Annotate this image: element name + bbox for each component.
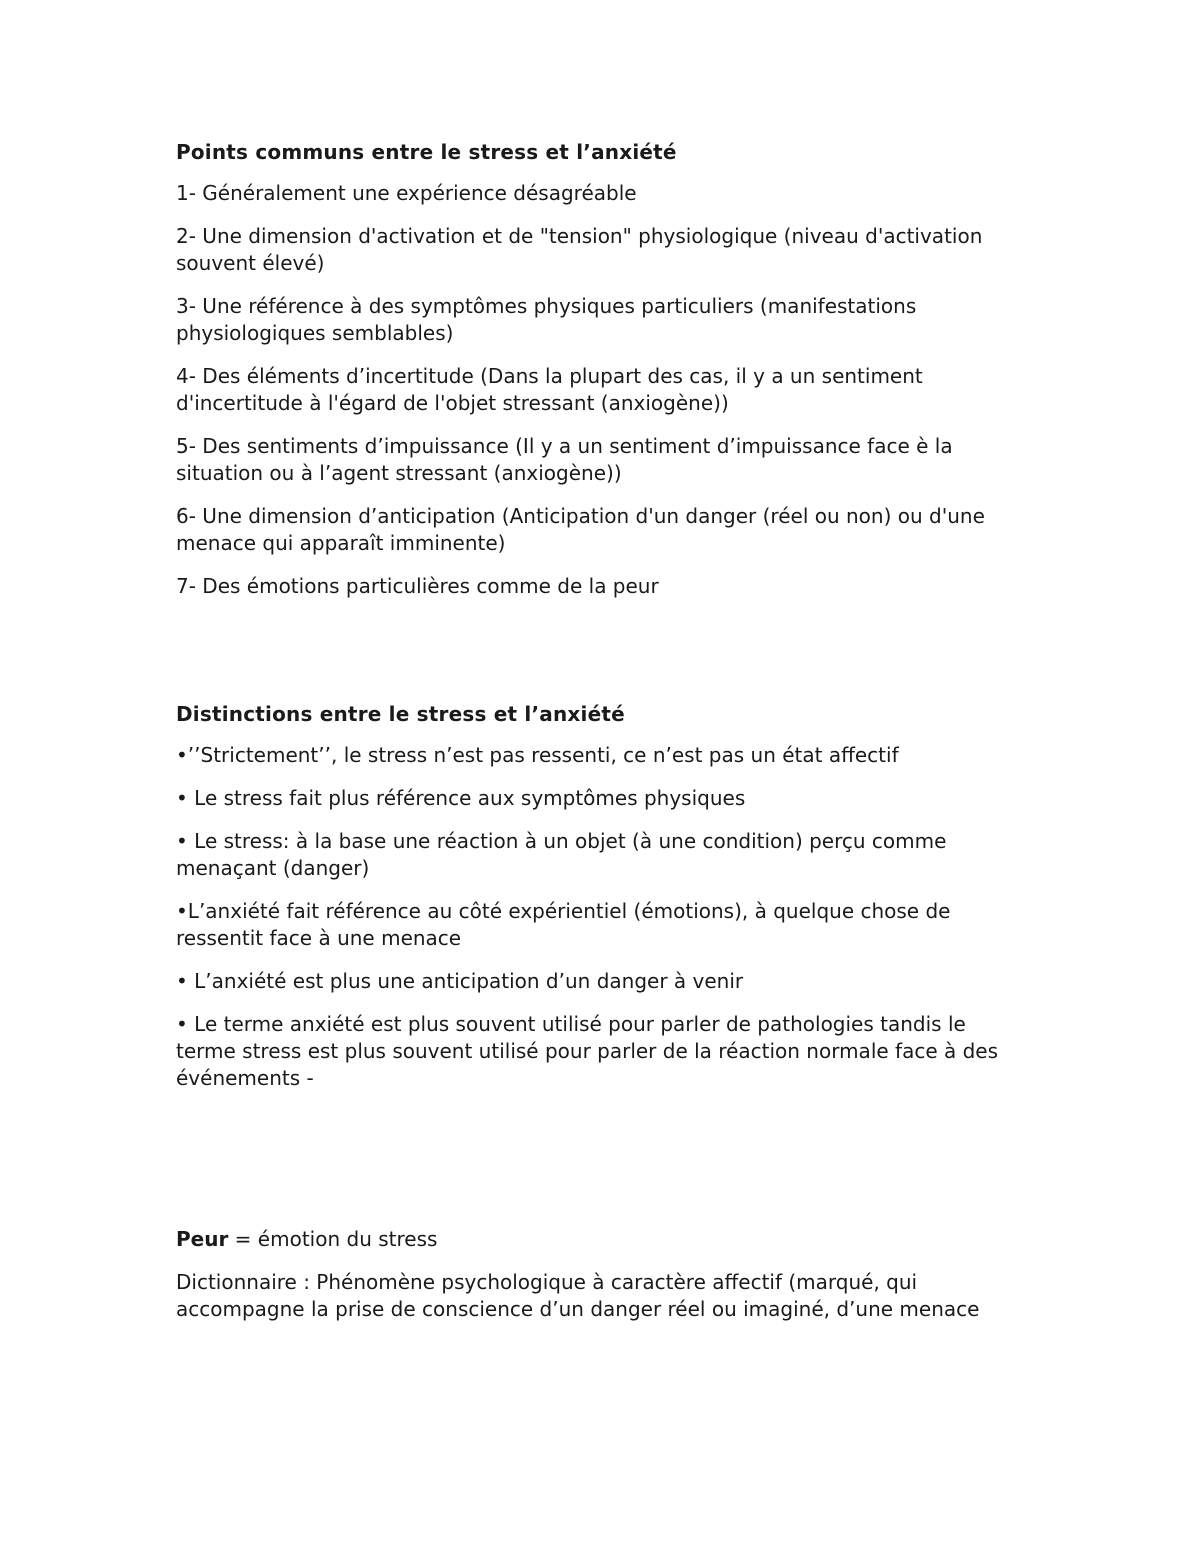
section-title-distinctions: Distinctions entre le stress et l’anxiété	[176, 702, 625, 726]
bullet-item: • Le stress fait plus référence aux symptômes physiques	[176, 786, 746, 810]
document-page	[176, 138, 1026, 1339]
list-item: 6- Une dimension d’anticipation (Anticipation d'un danger (réel ou non) ou d'une menace qui apparaît imminente)	[176, 504, 985, 555]
bullet-item: •L’anxiété fait référence au côté expérientiel (émotions), à quelque chose de ressentit face à une menace	[176, 899, 951, 950]
list-item: 2- Une dimension d'activation et de "tension" physiologique (niveau d'activation souvent élevé)	[176, 224, 983, 275]
bullet-item: • L’anxiété est plus une anticipation d’un danger à venir	[176, 969, 744, 993]
section-distinctions	[176, 700, 1026, 1092]
section-common-points	[176, 138, 1026, 600]
list-item: 1- Généralement une expérience désagréable	[176, 181, 637, 205]
bullet-item: •’’Strictement’’, le stress n’est pas ressenti, ce n’est pas un état affectif	[176, 743, 899, 767]
fear-term: Peur	[176, 1227, 229, 1251]
dictionary-definition: Dictionnaire : Phénomène psychologique à caractère affectif (marqué, qui accompagne la prise de conscience d’un danger réel ou imaginé, d’une menace	[176, 1270, 980, 1321]
fear-inline-definition: = émotion du stress	[228, 1227, 438, 1251]
section-fear	[176, 1226, 1026, 1323]
list-item: 4- Des éléments d’incertitude (Dans la plupart des cas, il y a un sentiment d'incertitude à l'égard de l'objet stressant (anxiogène))	[176, 364, 923, 415]
section-title-common-points: Points communs entre le stress et l’anxiété	[176, 140, 677, 164]
list-item: 5- Des sentiments d’impuissance (Il y a un sentiment d’impuissance face è la situation ou à l’agent stressant (anxiogène))	[176, 434, 953, 485]
bullet-item: • Le terme anxiété est plus souvent utilisé pour parler de pathologies tandis le terme stress est plus souvent utilisé pour parler de la réaction normale face à des événements -	[176, 1012, 999, 1090]
list-item: 3- Une référence à des symptômes physiques particuliers (manifestations physiologiques semblables)	[176, 294, 917, 345]
list-item: 7- Des émotions particulières comme de la peur	[176, 574, 659, 598]
fear-definition-line	[176, 1226, 1026, 1253]
bullet-item: • Le stress: à la base une réaction à un objet (à une condition) perçu comme menaçant (danger)	[176, 829, 947, 880]
